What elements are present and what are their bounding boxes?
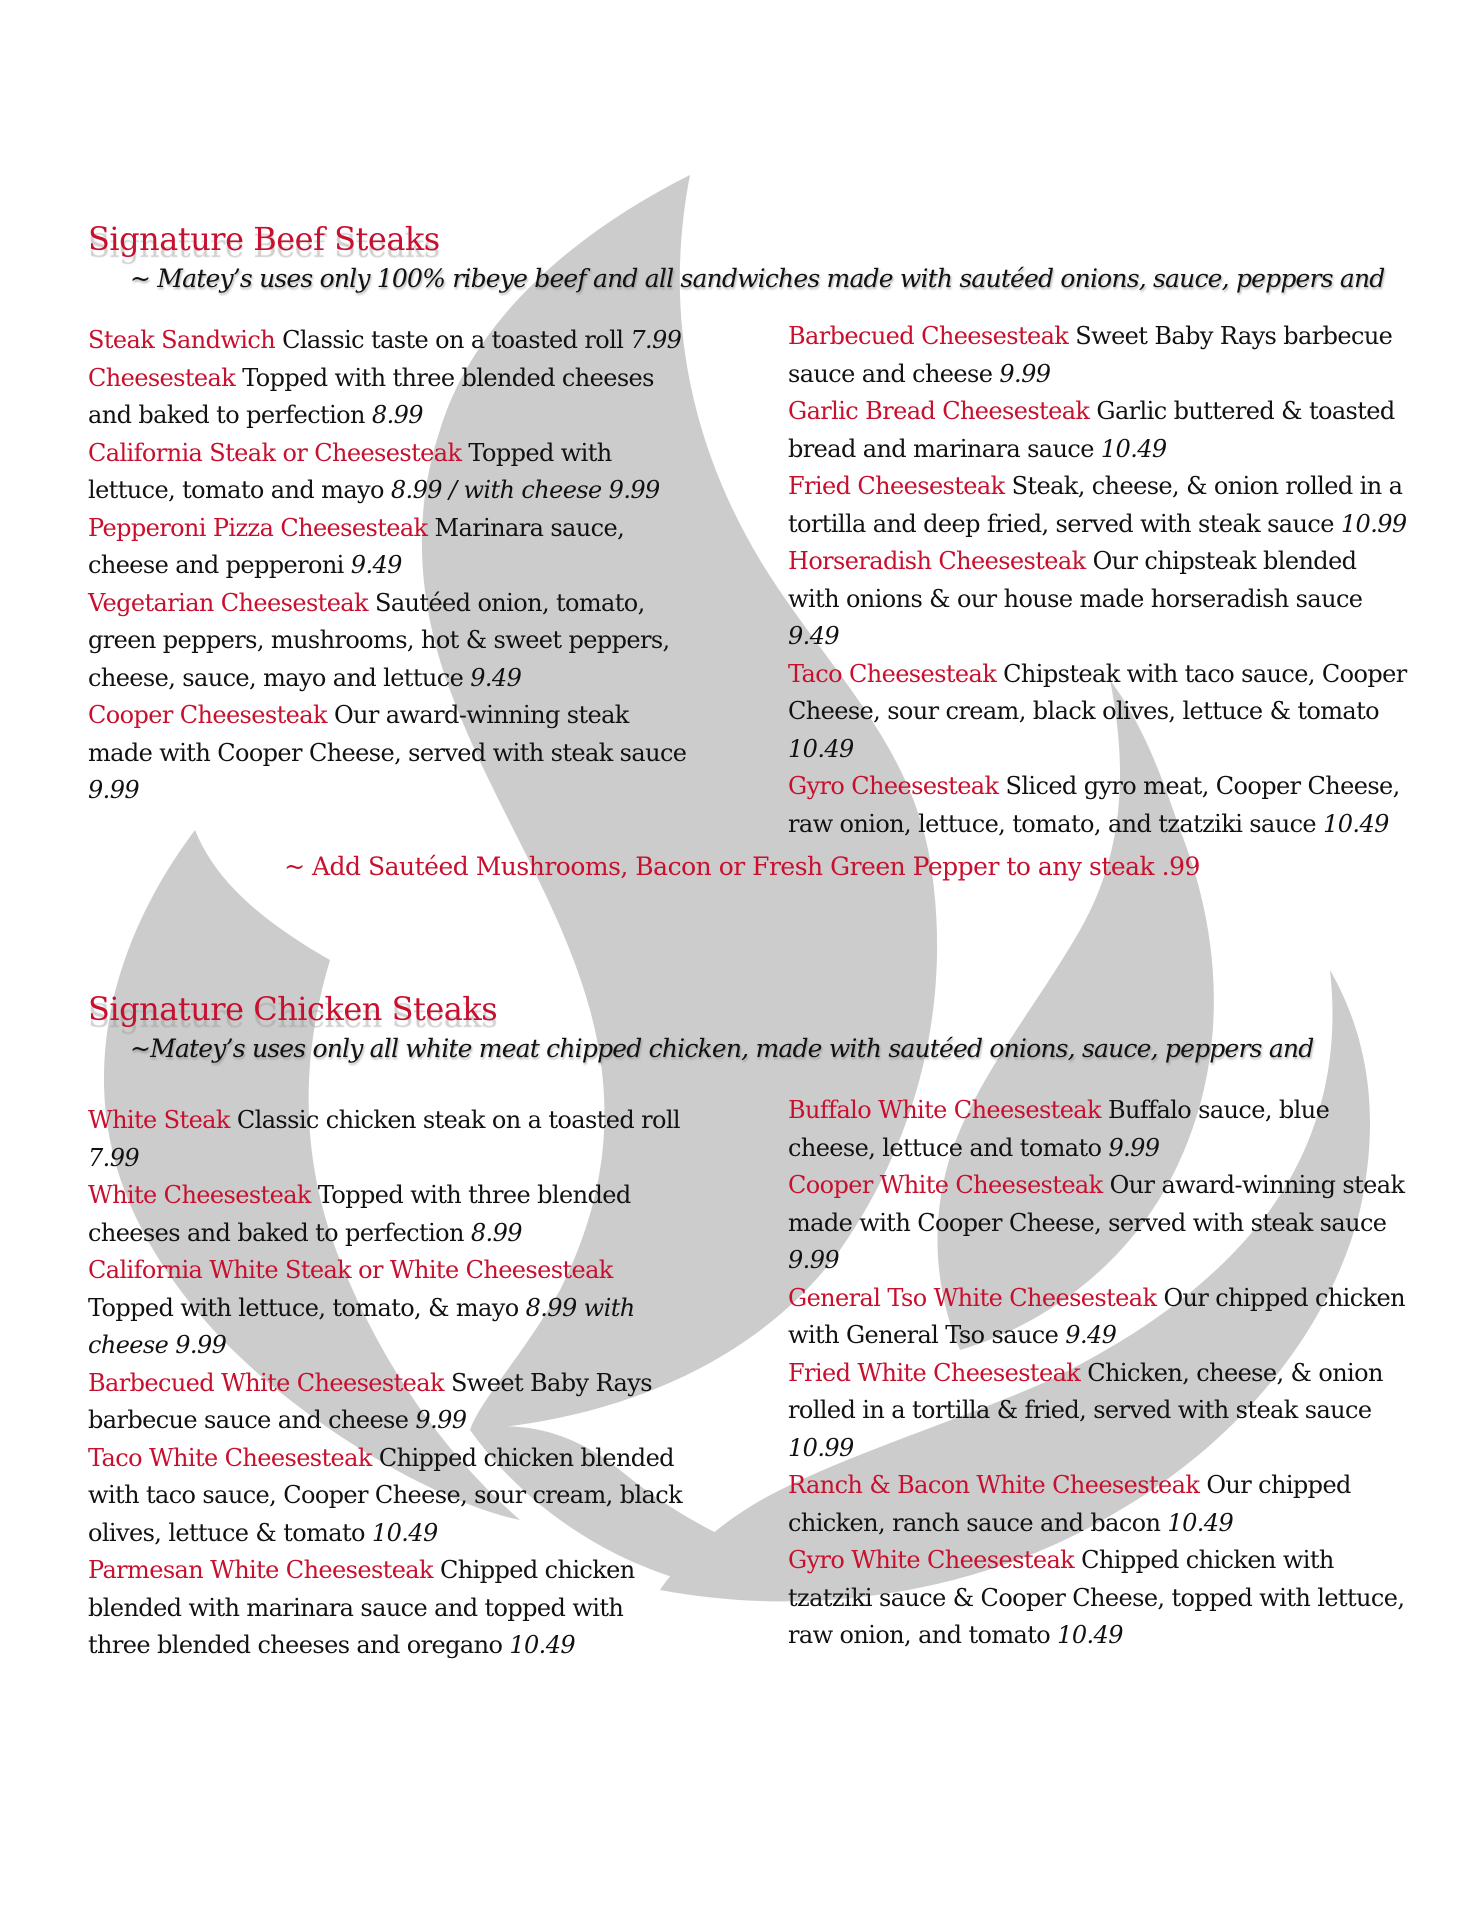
menu-item [88,510,688,585]
menu-item-desc: Topped with three blended cheeses and baked to perfection [88,363,654,429]
beef-section-subtitle: ~ Matey’s uses only 100% ribeye beef and all sandwiches made with sautéed onions, sauce, peppers and [130,264,1385,293]
menu-item-name: Taco White Cheesesteak [88,1443,372,1472]
chicken-left-column [88,1102,688,1665]
menu-item-price: 7.99 [630,326,682,354]
menu-item-name: Horseradish Cheesesteak [788,547,1086,575]
menu-item-price: 7.99 [88,1143,140,1172]
menu-item-desc: Our chipsteak blended with onions & our house made horseradish sauce [788,547,1363,613]
menu-item-price: 10.49 [1167,1508,1234,1537]
menu-item-price: 10.49 [509,1631,576,1659]
menu-item [88,1440,688,1553]
menu-item-desc: Our award-winning steak made with Cooper Cheese, served with steak sauce [788,1171,1405,1237]
menu-item-desc: Chipsteak with taco sauce, Cooper Cheese, sour cream, black olives, lettuce & tomato [788,659,1407,725]
menu-item-price: 9.99 [1108,1133,1160,1162]
menu-item [788,468,1413,543]
menu-item [88,1552,688,1665]
menu-item-name: Parmesan White Cheesesteak [88,1556,433,1584]
menu-item-desc: Topped with lettuce, tomato, & mayo [88,1293,519,1322]
menu-item-desc: Sweet Baby Rays barbecue sauce and cheese [788,322,1393,388]
menu-item-price: 9.99 [88,776,140,804]
menu-item [88,435,688,510]
menu-item [88,322,688,360]
menu-item-price: 10.49 [1100,434,1167,463]
menu-item-price: 9.49 [470,663,522,692]
menu-item-name: California White Steak or White Cheesesteak [88,1256,613,1284]
menu-item-desc: Steak, cheese, & onion rolled in a tortilla and deep fried, served with steak sauce [788,472,1403,538]
menu-item [788,543,1413,656]
menu-item-name: White Cheesesteak [88,1181,311,1209]
beef-section-title: Signature Beef Steaks [88,220,440,258]
addon-note: ~ Add Sautéed Mushrooms, Bacon or Fresh Green Pepper to any steak .99 [284,852,1200,881]
menu-item [88,1177,688,1252]
menu-item-name: Buffalo White Cheesesteak [788,1096,1101,1124]
menu-item-price: 10.49 [1057,1621,1123,1649]
menu-item-price: 8.99 [470,1218,522,1247]
menu-item-name: Cooper White Cheesesteak [788,1171,1103,1199]
menu-item-desc: Chipped chicken blended with marinara sauce and topped with three blended cheeses and oregano [88,1556,635,1659]
menu-item-price: 9.99 [999,359,1051,388]
menu-item [88,1252,688,1365]
menu-item [788,1280,1413,1355]
menu-item-desc: Topped with lettuce, tomato and mayo [88,438,612,504]
menu-item-name: Fried Cheesesteak [788,472,1005,500]
menu-item-desc: Topped with three blended cheeses and baked to perfection [88,1181,631,1247]
menu-item-desc: Our award-winning steak made with Cooper Cheese, served with steak sauce [88,701,687,767]
menu-item-desc: Garlic buttered & toasted bread and marinara sauce [788,397,1395,463]
menu-item-name: Ranch & Bacon White Cheesesteak [788,1471,1200,1499]
menu-item-desc: Marinara sauce, cheese and pepperoni [88,513,625,579]
chicken-section-subtitle: ~Matey’s uses only all white meat chipped chicken, made with sautéed onions, sauce, peppers and [130,1034,1314,1063]
menu-item-name: Cheesesteak [88,363,236,392]
menu-item-name: White Steak [88,1106,230,1134]
menu-item [788,1467,1413,1542]
menu-item-price: 9.49 [1065,1321,1117,1349]
menu-item-desc: Our chipped chicken, ranch sauce and bacon [788,1471,1351,1537]
menu-item-price: 10.49 [371,1518,438,1547]
menu-item [788,1542,1413,1655]
menu-item-name: Barbecued Cheesesteak [788,322,1069,350]
menu-item [88,585,688,698]
menu-item-desc: Classic taste on a toasted roll [282,326,624,354]
menu-item-name: Barbecued White Cheesesteak [88,1368,444,1397]
menu-item-price: 9.99 [788,1246,840,1274]
menu-item-price: 9.49 [788,622,840,650]
menu-item [88,697,688,810]
menu-item-name: Gyro White Cheesesteak [788,1546,1075,1574]
menu-item-name: Taco Cheesesteak [788,659,997,688]
menu-item [788,768,1413,843]
menu-item [788,318,1413,393]
menu-item [88,360,688,435]
menu-item-desc: Chipped chicken with tzatziki sauce & Cooper Cheese, topped with lettuce, raw onion, and tomato [788,1546,1405,1649]
menu-item-desc: Sliced gyro meat, Cooper Cheese, raw onion, lettuce, tomato, and tzatziki sauce [788,772,1400,838]
beef-right-column [788,318,1413,843]
menu-item [788,656,1413,769]
menu-item [88,1102,688,1177]
menu-item-price: 10.99 [788,1433,854,1462]
menu-item-price: 8.99 / with cheese 9.99 [390,476,660,504]
menu-item-price: 10.99 [1340,509,1407,538]
menu-item-desc: Sweet Baby Rays barbecue sauce and cheese [88,1368,652,1434]
menu-item-desc: Classic chicken steak on a toasted roll [236,1106,680,1134]
menu-item-name: General Tso White Cheesesteak [788,1283,1157,1312]
menu-item-desc: Chicken, cheese, & onion rolled in a tortilla & fried, served with steak sauce [788,1358,1383,1424]
menu-item-desc: Sautéed onion, tomato, green peppers, mushrooms, hot & sweet peppers, cheese, sauce, mayo and lettuce [88,588,670,692]
menu-item-price: 8.99 with cheese 9.99 [88,1293,635,1359]
chicken-section-title: Signature Chicken Steaks [88,990,498,1028]
menu-item-desc: Our chipped chicken with General Tso sauce [788,1283,1406,1349]
menu-item-price: 8.99 [371,401,423,429]
menu-item-name: California Steak or Cheesesteak [88,438,462,467]
menu-item-name: Fried White Cheesesteak [788,1358,1081,1387]
menu-item-name: Cooper Cheesesteak [88,701,327,729]
menu-item-desc: Chipped chicken blended with taco sauce, Cooper Cheese, sour cream, black olives, lettuce & tomato [88,1443,683,1547]
menu-item [788,393,1413,468]
chicken-right-column [788,1092,1413,1655]
menu-item [88,1365,688,1440]
menu-item [788,1092,1413,1167]
menu-item [788,1355,1413,1468]
menu-item [788,1167,1413,1280]
menu-item-price: 9.99 [415,1406,467,1434]
menu-item-name: Garlic Bread Cheesesteak [788,397,1090,425]
menu-item-price: 10.49 [788,734,854,763]
menu-item-price: 9.49 [350,551,402,579]
menu-item-name: Steak Sandwich [88,326,276,354]
menu-item-name: Vegetarian Cheesesteak [88,588,368,617]
beef-left-column [88,322,688,810]
menu-item-price: 10.49 [1323,809,1389,838]
menu-item-name: Gyro Cheesesteak [788,772,999,800]
menu-item-name: Pepperoni Pizza Cheesesteak [88,513,428,542]
menu-item-desc: Buffalo sauce, blue cheese, lettuce and tomato [788,1096,1330,1162]
